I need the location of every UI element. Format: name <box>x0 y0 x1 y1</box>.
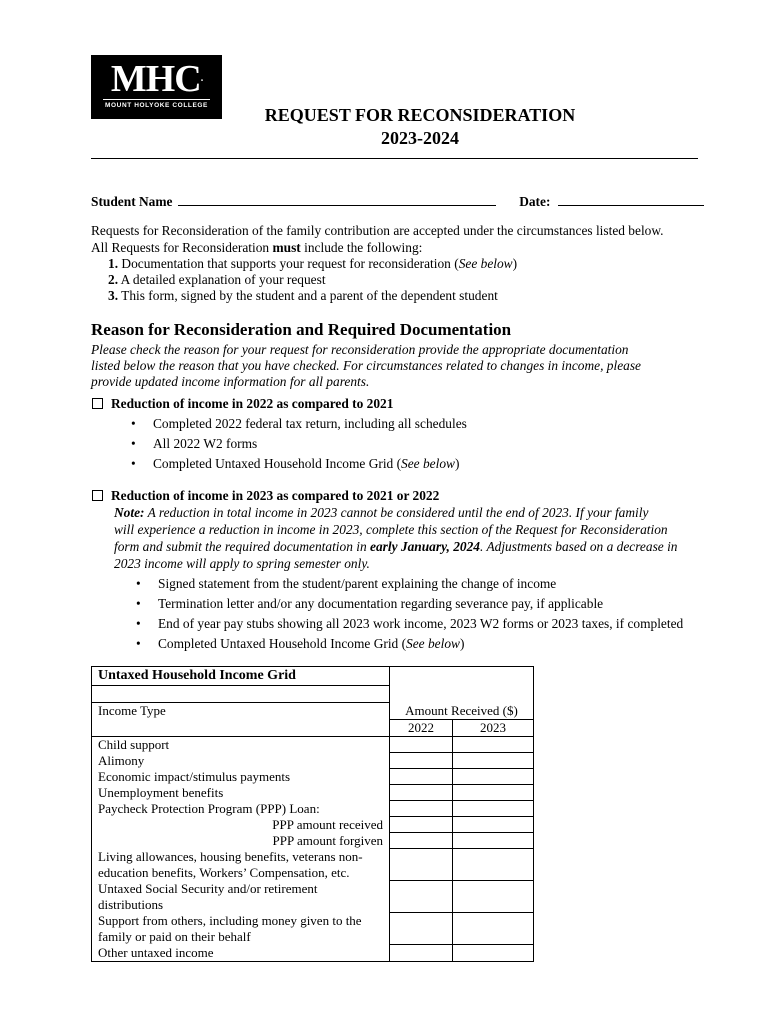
income-row-stimulus: Economic impact/stimulus payments <box>92 769 390 785</box>
amount-cell[interactable] <box>390 849 453 881</box>
doc-bullet: • Completed 2022 federal tax return, including all schedules <box>153 416 467 433</box>
student-name-label: Student Name <box>91 194 173 209</box>
amount-cell[interactable] <box>453 753 534 769</box>
income-row-ppp-forgiven: PPP amount forgiven <box>92 833 390 849</box>
amount-cell[interactable] <box>390 801 453 817</box>
amount-cell[interactable] <box>390 817 453 833</box>
amount-cell[interactable] <box>453 849 534 881</box>
note-line: 2023 income will apply to spring semester only. <box>114 556 370 571</box>
instructions-line: listed below the reason that you have checked. For circumstances related to changes in income, please <box>91 358 641 373</box>
doc-bullet: • Completed Untaxed Household Income Grid (See below) <box>158 636 464 653</box>
amount-cell[interactable] <box>390 769 453 785</box>
intro-line-1: Requests for Reconsideration of the family contribution are accepted under the circumstances listed below. <box>91 223 664 238</box>
reduction-2022-checkbox[interactable] <box>92 398 103 409</box>
amount-cell[interactable] <box>390 881 453 913</box>
amount-cell[interactable] <box>453 817 534 833</box>
grid-header-blank <box>390 667 534 703</box>
requirement-item: 1. Documentation that supports your request for reconsideration (See below) <box>108 256 518 271</box>
note-line: form and submit the required documentation in early January, 2024. Adjustments based on a decrease in <box>114 539 678 554</box>
amount-cell[interactable] <box>453 769 534 785</box>
requirement-item: 2. A detailed explanation of your request <box>108 272 326 287</box>
doc-bullet: • Signed statement from the student/parent explaining the change of income <box>158 576 556 593</box>
section-heading: Reason for Reconsideration and Required Documentation <box>91 320 512 339</box>
amount-cell[interactable] <box>453 736 534 753</box>
note-line: will experience a reduction in income in 2023, complete this section of the Request for Reconsideration <box>114 522 668 537</box>
instructions-line: Please check the reason for your request for reconsideration provide the appropriate documentation <box>91 342 629 357</box>
amount-cell[interactable] <box>390 833 453 849</box>
grid-title: Untaxed Household Income Grid <box>92 667 390 686</box>
income-row-unemployment: Unemployment benefits <box>92 785 390 801</box>
doc-bullet: • End of year pay stubs showing all 2023 work income, 2023 W2 forms or 2023 taxes, if completed <box>158 616 683 633</box>
date-field[interactable] <box>558 193 704 206</box>
amount-cell[interactable] <box>390 753 453 769</box>
year-header: 2022 <box>390 719 453 736</box>
option-label: Reduction of income in 2022 as compared to 2021 <box>111 396 394 411</box>
year-header: 2023 <box>453 719 534 736</box>
amount-cell[interactable] <box>453 881 534 913</box>
doc-bullet: • Completed Untaxed Household Income Grid (See below) <box>153 456 459 473</box>
title-line-1: REQUEST FOR RECONSIDERATION <box>264 105 576 125</box>
amount-cell[interactable] <box>453 913 534 945</box>
intro-line-2: All Requests for Reconsideration must include the following: <box>91 240 423 255</box>
title-line-2: 2023-2024 <box>381 128 459 148</box>
income-row-ppp: Paycheck Protection Program (PPP) Loan: <box>92 801 390 817</box>
student-name-row <box>91 193 704 211</box>
income-row-social-security: Untaxed Social Security and/or retirement distributions <box>92 881 390 913</box>
title-divider <box>91 158 698 159</box>
option-label: Reduction of income in 2023 as compared to 2021 or 2022 <box>111 488 440 503</box>
date-label: Date: <box>519 194 551 209</box>
amount-cell[interactable] <box>390 785 453 801</box>
student-name-field[interactable] <box>178 193 496 206</box>
income-row-ppp-received: PPP amount received <box>92 817 390 833</box>
instructions-line: provide updated income information for all parents. <box>91 374 370 389</box>
page-title <box>90 104 750 150</box>
option-income-2022 <box>92 396 393 413</box>
amount-cell[interactable] <box>390 736 453 753</box>
income-row-living-allowances: Living allowances, housing benefits, veterans non- education benefits, Workers’ Compensation, etc. <box>92 849 390 881</box>
logo-mark: MHC. <box>110 58 203 100</box>
income-row-alimony: Alimony <box>92 753 390 769</box>
requirement-item: 3. This form, signed by the student and a parent of the dependent student <box>108 288 498 303</box>
amount-cell[interactable] <box>453 801 534 817</box>
amount-cell[interactable] <box>453 945 534 962</box>
amount-cell[interactable] <box>453 833 534 849</box>
note-line: Note: A reduction in total income in 2023 cannot be considered until the end of 2023. If your family <box>114 505 649 520</box>
doc-bullet: • All 2022 W2 forms <box>153 436 257 453</box>
doc-bullet: • Termination letter and/or any documentation regarding severance pay, if applicable <box>158 596 603 613</box>
amount-cell[interactable] <box>390 945 453 962</box>
option-income-2023 <box>92 488 439 505</box>
amount-header: Amount Received ($) <box>390 703 534 720</box>
income-row-other: Other untaxed income <box>92 945 390 962</box>
income-row-support-from-others: Support from others, including money given to the family or paid on their behalf <box>92 913 390 945</box>
logo-subtitle: MOUNT HOLYOKE COLLEGE <box>104 102 208 109</box>
amount-cell[interactable] <box>390 913 453 945</box>
amount-cell[interactable] <box>453 785 534 801</box>
logo-divider <box>103 99 210 100</box>
income-type-header: Income Type <box>92 703 390 737</box>
untaxed-income-grid <box>91 666 534 962</box>
reduction-2023-checkbox[interactable] <box>92 490 103 501</box>
income-row-child-support: Child support <box>92 736 390 753</box>
grid-spacer <box>92 686 390 703</box>
